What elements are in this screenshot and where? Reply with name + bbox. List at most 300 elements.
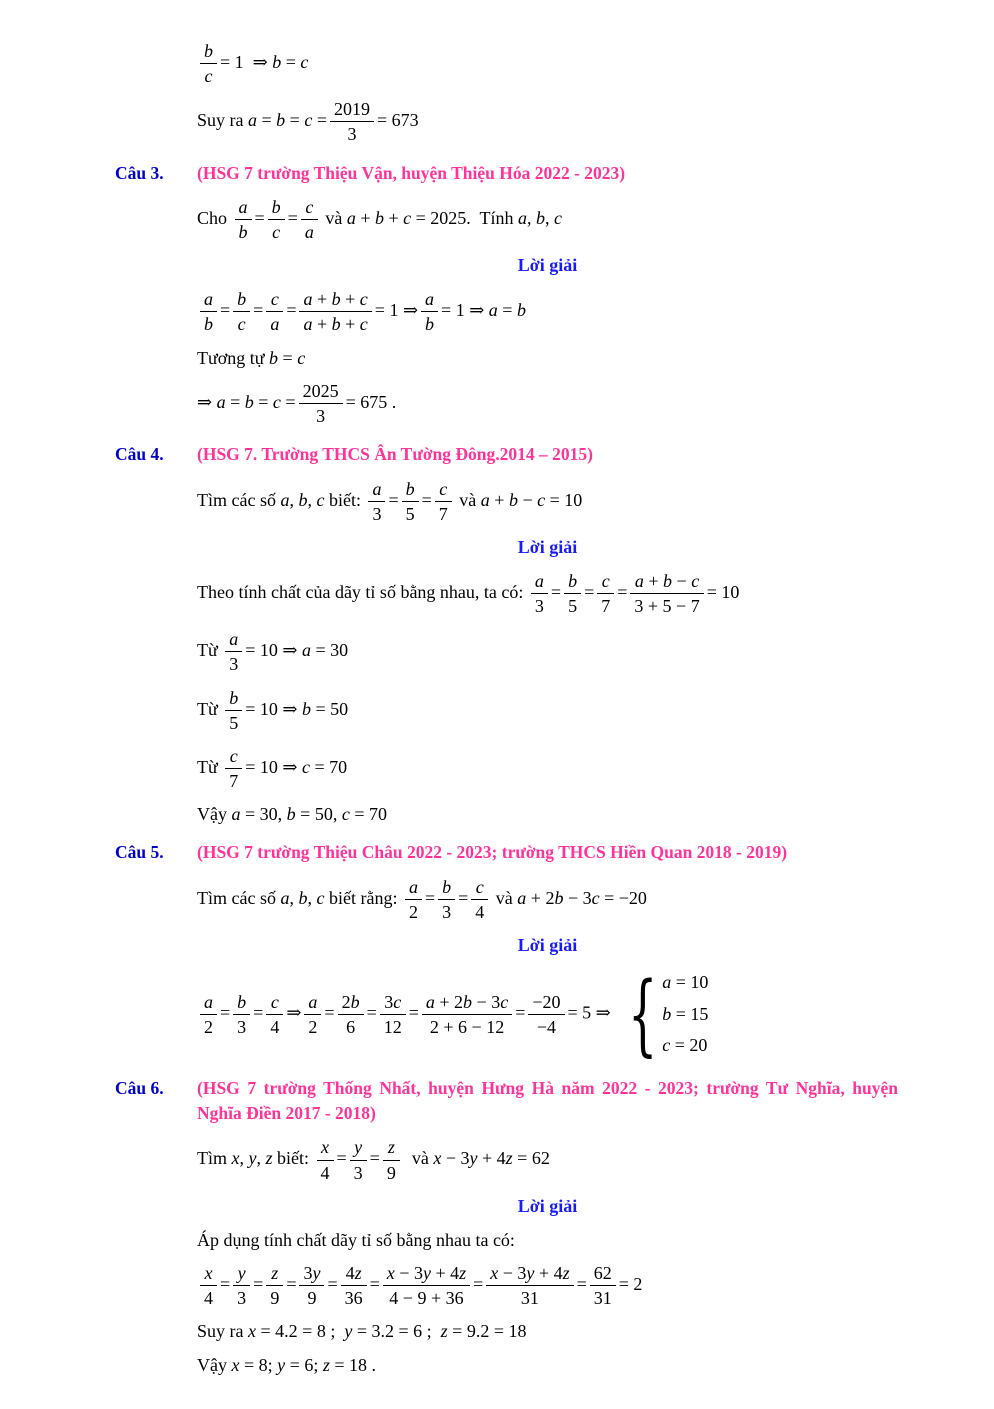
fraction bbox=[630, 571, 703, 616]
math-text: 7 bbox=[438, 503, 448, 524]
math-text: b bbox=[238, 222, 248, 243]
body-text: Suy ra bbox=[197, 110, 248, 131]
fraction bbox=[528, 992, 564, 1037]
math-text: 2025 bbox=[302, 380, 339, 401]
math-text: b bbox=[442, 876, 452, 897]
math-text: = bbox=[327, 1273, 338, 1294]
fraction bbox=[233, 992, 250, 1037]
body-text: Vậy bbox=[197, 1354, 232, 1375]
math-text: = bbox=[254, 207, 265, 228]
math-text: c bbox=[601, 570, 610, 591]
body-text: và bbox=[491, 887, 518, 908]
solution-heading: Lời giải bbox=[517, 1195, 578, 1216]
math-text: = bbox=[421, 489, 432, 510]
question-block bbox=[115, 840, 898, 1066]
math-text: = bbox=[388, 489, 399, 510]
fraction bbox=[422, 992, 512, 1037]
fraction bbox=[317, 1137, 334, 1182]
solution-heading: Lời giải bbox=[517, 536, 578, 557]
fraction-denominator bbox=[402, 501, 419, 524]
math-text: a, b, c bbox=[280, 489, 325, 510]
math-text: 4 bbox=[204, 1288, 213, 1309]
fraction-numerator bbox=[266, 289, 283, 311]
math-text: c bbox=[270, 991, 279, 1012]
fraction-denominator bbox=[435, 501, 452, 524]
fraction-numerator bbox=[330, 99, 374, 121]
math-text: c bbox=[272, 222, 281, 243]
math-text: 31 bbox=[520, 1288, 539, 1309]
fraction bbox=[266, 289, 283, 334]
math-text: x − 3y + 4z = 62 bbox=[433, 1148, 550, 1169]
fraction bbox=[299, 289, 371, 334]
fraction bbox=[531, 571, 548, 616]
body-text: Từ bbox=[197, 756, 223, 777]
math-text: a + 2b − 3c bbox=[425, 991, 509, 1012]
fraction-numerator bbox=[299, 1263, 324, 1285]
math-text: = bbox=[253, 1273, 264, 1294]
question-block bbox=[115, 161, 898, 429]
math-text: = 2 bbox=[618, 1273, 643, 1294]
math-text: 3 bbox=[229, 654, 239, 675]
fraction bbox=[266, 1263, 283, 1308]
fraction bbox=[383, 1137, 400, 1182]
math-text: y bbox=[237, 1263, 246, 1284]
fraction-numerator bbox=[402, 479, 419, 501]
math-text: 4 bbox=[320, 1162, 330, 1183]
math-text: a bbox=[534, 570, 544, 591]
math-text: b bbox=[237, 991, 247, 1012]
fraction bbox=[266, 992, 283, 1037]
math-text: b bbox=[405, 478, 415, 499]
body-text: Tìm các số bbox=[197, 887, 281, 908]
fraction-denominator bbox=[421, 311, 438, 334]
body-text: biết rằng: bbox=[324, 887, 402, 908]
math-text: 5 bbox=[405, 503, 415, 524]
fraction-denominator bbox=[528, 1014, 564, 1037]
fraction-numerator bbox=[564, 571, 581, 593]
math-text: 5 bbox=[229, 712, 239, 733]
math-line bbox=[197, 346, 898, 370]
math-text: ⇒ a = b = c = bbox=[197, 391, 296, 412]
body-text: Suy ra bbox=[197, 1321, 248, 1342]
math-text: b = c bbox=[269, 347, 306, 368]
math-text: = 673 bbox=[376, 110, 419, 131]
math-line bbox=[197, 1261, 898, 1310]
math-text: c = 20 bbox=[662, 1035, 708, 1056]
fraction-denominator bbox=[531, 593, 548, 616]
body-text: Cho bbox=[197, 207, 232, 228]
body-text: Tìm bbox=[197, 1148, 232, 1169]
fraction-numerator bbox=[233, 289, 250, 311]
math-text: a bbox=[204, 991, 213, 1012]
fraction-denominator bbox=[225, 768, 242, 791]
fraction-denominator bbox=[564, 593, 581, 616]
fraction-denominator bbox=[338, 1014, 364, 1037]
math-text: b bbox=[237, 289, 247, 310]
fraction-denominator bbox=[233, 311, 250, 334]
fraction-numerator bbox=[630, 571, 703, 593]
math-line bbox=[197, 802, 898, 826]
math-line bbox=[197, 39, 898, 88]
fraction bbox=[435, 479, 452, 524]
math-text: 3 + 5 − 7 bbox=[634, 596, 700, 617]
fraction bbox=[471, 877, 488, 922]
math-text: = bbox=[220, 300, 231, 321]
question-source: (HSG 7. Trường THCS Ân Tường Đông.2014 – 2015) bbox=[197, 444, 593, 465]
question-header bbox=[115, 161, 898, 186]
math-text: a + b + c bbox=[303, 289, 368, 310]
fraction-denominator bbox=[200, 1285, 217, 1308]
math-line bbox=[197, 97, 898, 146]
fraction-denominator bbox=[299, 311, 371, 334]
question-block bbox=[115, 442, 898, 826]
math-line bbox=[197, 287, 898, 336]
fraction-numerator bbox=[225, 746, 242, 768]
math-text: 3 bbox=[442, 902, 452, 922]
math-text: x − 3y + 4z bbox=[386, 1263, 467, 1284]
body-text: Theo tính chất của dãy tỉ số bằng nhau, ta có: bbox=[197, 581, 528, 602]
math-text: = bbox=[584, 581, 595, 602]
math-text: c bbox=[237, 314, 246, 335]
fraction-denominator bbox=[225, 651, 242, 674]
fraction-numerator bbox=[266, 1263, 283, 1285]
math-text: z bbox=[387, 1137, 395, 1158]
math-line bbox=[197, 195, 898, 244]
math-line bbox=[197, 627, 898, 676]
fraction-numerator bbox=[317, 1137, 334, 1159]
math-text: 4 − 9 + 36 bbox=[389, 1288, 464, 1309]
body-text: Vậy bbox=[197, 804, 232, 825]
fraction-numerator bbox=[200, 1263, 217, 1285]
fraction-numerator bbox=[368, 479, 385, 501]
math-text: x, y, z bbox=[231, 1148, 273, 1169]
question-header bbox=[115, 442, 898, 467]
math-text: 4 bbox=[475, 902, 485, 922]
math-text: b bbox=[425, 314, 435, 335]
equation-system bbox=[616, 962, 709, 1066]
math-text: a bbox=[229, 629, 239, 650]
math-text: 4 bbox=[270, 1016, 280, 1037]
fraction-denominator bbox=[317, 1160, 334, 1183]
body-text: biết: bbox=[324, 489, 366, 510]
fraction-denominator bbox=[266, 311, 283, 334]
math-text: = bbox=[253, 1002, 264, 1023]
math-text: = 10 ⇒ b = 50 bbox=[245, 698, 349, 719]
fraction-numerator bbox=[422, 992, 512, 1014]
fraction-denominator bbox=[368, 501, 385, 524]
math-line bbox=[197, 744, 898, 793]
math-text: = 10 ⇒ a = 30 bbox=[245, 640, 349, 661]
fraction-denominator bbox=[266, 1285, 283, 1308]
fraction bbox=[338, 992, 364, 1037]
math-text: 36 bbox=[344, 1288, 363, 1309]
math-text: = 675 . bbox=[345, 391, 397, 412]
body-text: Tương tự bbox=[197, 347, 270, 368]
body-text: Từ bbox=[197, 640, 223, 661]
math-text: ⇒ bbox=[286, 1002, 302, 1023]
math-text: a + b − c = 10 bbox=[480, 489, 583, 510]
fraction-numerator bbox=[338, 992, 364, 1014]
fraction bbox=[299, 381, 343, 426]
body-text: Tính bbox=[470, 207, 518, 228]
math-text: 2019 bbox=[333, 99, 370, 120]
math-text: = 1 ⇒ bbox=[374, 300, 419, 321]
fraction-denominator bbox=[304, 1014, 321, 1037]
fraction-denominator bbox=[597, 593, 614, 616]
math-text: = 1 ⇒ b = c bbox=[220, 51, 309, 72]
equation-system-row bbox=[662, 1030, 707, 1062]
solution-heading: Lời giải bbox=[517, 935, 578, 956]
math-text: = 5 ⇒ bbox=[567, 1002, 611, 1023]
left-brace-icon: { bbox=[627, 962, 658, 1066]
math-text: 12 bbox=[383, 1016, 402, 1037]
math-text: = bbox=[424, 887, 436, 908]
fraction-denominator bbox=[383, 1160, 400, 1183]
math-text: = bbox=[550, 581, 562, 602]
math-text: a bbox=[204, 289, 213, 310]
math-text: x bbox=[321, 1137, 330, 1158]
math-text: = bbox=[369, 1273, 380, 1294]
fraction bbox=[380, 992, 406, 1037]
fraction-numerator bbox=[233, 992, 250, 1014]
fraction bbox=[200, 289, 217, 334]
math-line bbox=[197, 962, 898, 1066]
math-text: = bbox=[336, 1148, 347, 1169]
math-text: b bbox=[204, 314, 213, 335]
fraction bbox=[564, 571, 581, 616]
math-text: a, b, c bbox=[280, 887, 325, 908]
math-text: 9 bbox=[270, 1288, 280, 1309]
fraction-denominator bbox=[438, 899, 455, 922]
math-text: 9 bbox=[386, 1162, 396, 1183]
fraction-numerator bbox=[486, 1263, 573, 1285]
math-text: = bbox=[287, 207, 298, 228]
math-text: = bbox=[220, 1273, 231, 1294]
fraction bbox=[299, 1263, 324, 1308]
math-text: 4z bbox=[345, 1263, 362, 1284]
equation-system-rows bbox=[662, 967, 708, 1062]
fraction bbox=[200, 41, 217, 86]
math-text: 3 bbox=[237, 1016, 247, 1037]
math-text: a + b + c = 2025. bbox=[346, 207, 471, 228]
fraction bbox=[590, 1263, 616, 1308]
math-text: 9 bbox=[307, 1288, 317, 1309]
fraction-numerator bbox=[200, 41, 217, 63]
math-text: = 1 ⇒ a = b bbox=[441, 300, 526, 321]
math-text: 2 bbox=[408, 902, 418, 922]
body-text: biết: bbox=[272, 1148, 314, 1169]
question-header bbox=[115, 1076, 898, 1127]
math-text: 3c bbox=[384, 991, 402, 1012]
math-text: a bbox=[270, 314, 280, 335]
fraction bbox=[233, 289, 250, 334]
fraction-numerator bbox=[528, 992, 564, 1014]
fraction-numerator bbox=[597, 571, 614, 593]
math-text: = bbox=[253, 300, 264, 321]
fraction-denominator bbox=[350, 1160, 367, 1183]
question-source: (HSG 7 trường Thiệu Vận, huyện Thiệu Hóa 2022 - 2023) bbox=[197, 162, 626, 183]
math-line bbox=[197, 379, 898, 428]
math-text: 31 bbox=[593, 1288, 612, 1309]
fraction bbox=[421, 289, 438, 334]
fraction bbox=[350, 1137, 367, 1182]
math-text: a bbox=[304, 222, 314, 243]
math-text: = bbox=[220, 1002, 231, 1023]
fraction-numerator bbox=[268, 197, 285, 219]
fraction-numerator bbox=[471, 877, 488, 899]
math-text: 5 bbox=[568, 596, 578, 617]
math-text: a + 2b − 3c = −20 bbox=[517, 887, 647, 908]
body-text: Áp dụng tính chất dãy tỉ số bằng nhau ta có: bbox=[197, 1229, 515, 1250]
body-text: Tìm các số bbox=[197, 489, 281, 510]
math-text: c bbox=[305, 197, 314, 217]
fraction-denominator bbox=[341, 1285, 367, 1308]
fraction bbox=[438, 877, 455, 922]
math-text: = bbox=[617, 581, 628, 602]
answer-continuation-block bbox=[115, 39, 898, 147]
math-text: c bbox=[475, 876, 484, 897]
fraction-denominator bbox=[630, 593, 703, 616]
math-text: = bbox=[576, 1273, 587, 1294]
fraction bbox=[225, 688, 242, 733]
fraction-denominator bbox=[200, 1014, 217, 1037]
math-line bbox=[197, 1319, 898, 1343]
math-text: c bbox=[439, 478, 448, 499]
fraction-denominator bbox=[383, 1285, 470, 1308]
math-text: = bbox=[408, 1002, 419, 1023]
fraction-numerator bbox=[225, 629, 242, 651]
math-text: a = b = c = bbox=[248, 110, 327, 131]
math-line bbox=[197, 1353, 898, 1377]
fraction-denominator bbox=[225, 710, 242, 733]
fraction-denominator bbox=[268, 219, 285, 242]
question-number: Câu 5. bbox=[115, 842, 164, 863]
body-text: Từ bbox=[197, 698, 223, 719]
math-text: b bbox=[229, 687, 239, 708]
math-text: = bbox=[366, 1002, 377, 1023]
math-text: x = 4.2 = 8 ; y = 3.2 = 6 ; z = 9.2 = 18 bbox=[248, 1321, 527, 1342]
fraction bbox=[200, 992, 217, 1037]
math-text: = 10 ⇒ c = 70 bbox=[245, 756, 348, 777]
math-text: a + b + c bbox=[303, 314, 368, 335]
fraction-denominator bbox=[486, 1285, 573, 1308]
math-text: x − 3y + 4z bbox=[490, 1263, 570, 1284]
math-text: 3 bbox=[372, 503, 382, 524]
math-text: a bbox=[238, 197, 248, 217]
math-text: 6 bbox=[346, 1016, 356, 1037]
fraction-denominator bbox=[590, 1285, 616, 1308]
question-number: Câu 6. bbox=[115, 1077, 164, 1098]
fraction bbox=[268, 197, 285, 242]
math-text: = bbox=[515, 1002, 526, 1023]
fraction-numerator bbox=[200, 289, 217, 311]
fraction-numerator bbox=[299, 381, 343, 403]
math-text: a bbox=[425, 289, 435, 310]
fraction bbox=[233, 1263, 250, 1308]
math-text: a bbox=[408, 876, 418, 897]
fraction-numerator bbox=[350, 1137, 367, 1159]
question-block bbox=[115, 1076, 898, 1377]
fraction bbox=[486, 1263, 573, 1308]
fraction-denominator bbox=[200, 311, 217, 334]
fraction bbox=[368, 479, 385, 524]
math-text: 3 bbox=[534, 596, 544, 617]
fraction bbox=[402, 479, 419, 524]
body-text: và bbox=[454, 489, 481, 510]
fraction-denominator bbox=[266, 1014, 283, 1037]
math-text: c bbox=[229, 745, 238, 766]
solution-heading: Lời giải bbox=[517, 255, 578, 276]
math-text: b = 15 bbox=[662, 1003, 709, 1024]
fraction bbox=[235, 197, 252, 242]
math-text: x = 8; y = 6; z = 18 . bbox=[231, 1354, 377, 1375]
fraction bbox=[304, 992, 321, 1037]
math-line bbox=[197, 569, 898, 618]
math-text: = bbox=[458, 887, 469, 908]
math-text: = bbox=[473, 1273, 484, 1294]
math-text: y bbox=[354, 1137, 363, 1158]
math-text: a, b, c bbox=[517, 207, 562, 228]
math-text: 2 + 6 − 12 bbox=[429, 1016, 505, 1037]
fraction-numerator bbox=[590, 1263, 616, 1285]
fraction bbox=[225, 629, 242, 674]
math-text: 7 bbox=[229, 771, 239, 792]
math-text: 2b bbox=[341, 991, 360, 1012]
question-number: Câu 4. bbox=[115, 444, 164, 465]
math-text: 62 bbox=[593, 1263, 612, 1284]
fraction-denominator bbox=[301, 219, 318, 242]
math-text: 3 bbox=[353, 1162, 363, 1183]
equation-system-row bbox=[662, 999, 708, 1031]
math-text: 3 bbox=[347, 124, 357, 145]
math-text: b bbox=[568, 570, 578, 591]
fraction bbox=[301, 197, 318, 242]
fraction-denominator bbox=[299, 403, 343, 426]
math-line bbox=[197, 477, 898, 526]
math-text: −4 bbox=[536, 1016, 556, 1037]
fraction-numerator bbox=[299, 289, 371, 311]
math-line bbox=[197, 1228, 898, 1252]
fraction-denominator bbox=[235, 219, 252, 242]
math-line bbox=[197, 686, 898, 735]
fraction-denominator bbox=[200, 63, 217, 86]
fraction bbox=[330, 99, 374, 144]
math-text: a = 30, b = 50, c = 70 bbox=[231, 804, 387, 825]
fraction bbox=[341, 1263, 367, 1308]
equation-system-row bbox=[662, 967, 708, 999]
body-text: và bbox=[402, 1148, 434, 1169]
fraction-numerator bbox=[301, 197, 318, 219]
question-header bbox=[115, 840, 898, 865]
math-text: = bbox=[286, 1273, 297, 1294]
math-text: 3 bbox=[316, 406, 326, 427]
math-text: 3y bbox=[303, 1263, 321, 1284]
math-text: 2 bbox=[308, 1016, 318, 1037]
math-text: = bbox=[286, 300, 297, 321]
fraction-denominator bbox=[422, 1014, 512, 1037]
fraction bbox=[200, 1263, 217, 1308]
fraction-numerator bbox=[233, 1263, 250, 1285]
fraction-numerator bbox=[435, 479, 452, 501]
fraction-denominator bbox=[405, 899, 422, 922]
math-text: x bbox=[204, 1263, 213, 1284]
math-text: a bbox=[308, 991, 318, 1012]
fraction bbox=[225, 746, 242, 791]
question-source: (HSG 7 trường Thống Nhất, huyện Hưng Hà năm 2022 - 2023; trường Tư Nghĩa, huyện Nghĩa Điền 2017 - 2018) bbox=[197, 1077, 898, 1124]
math-text: z bbox=[271, 1263, 279, 1284]
fraction-numerator bbox=[438, 877, 455, 899]
math-text: a bbox=[372, 478, 382, 499]
